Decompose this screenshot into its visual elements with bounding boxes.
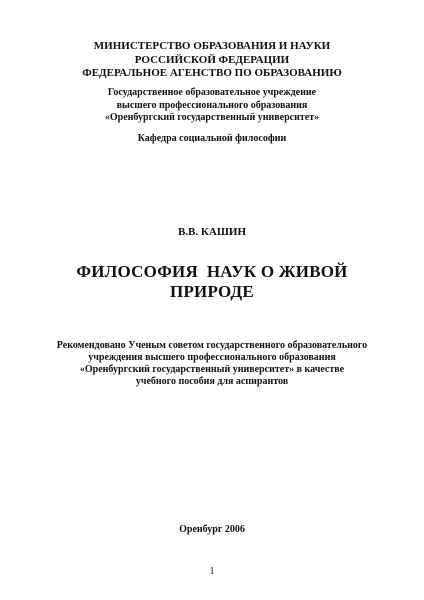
page-number-value: 1 bbox=[209, 566, 215, 577]
book-title bbox=[0, 262, 424, 302]
ministry-line: РОССИЙСКОЙ ФЕДЕРАЦИИ bbox=[134, 53, 290, 66]
recommendation-line: учебного пособия для аспирантов bbox=[135, 376, 289, 387]
title-line: ФИЛОСОФИЯ НАУК О ЖИВОЙ bbox=[76, 262, 348, 281]
author-line: В.В. КАШИН bbox=[177, 226, 247, 238]
institution-line: Государственное образовательное учреждение bbox=[107, 87, 317, 98]
ministry-line: МИНИСТЕРСТВО ОБРАЗОВАНИЯ И НАУКИ bbox=[93, 40, 331, 52]
title-line: ПРИРОДЕ bbox=[170, 282, 254, 301]
recommendation-line: «Оренбургский государственный университет» в качестве bbox=[79, 364, 345, 375]
author-name bbox=[0, 226, 424, 239]
recommendation-line: учреждения высшего профессионального образования bbox=[88, 352, 336, 363]
recommendation-text bbox=[0, 340, 424, 388]
institution-line: «Оренбургский государственный университет» bbox=[104, 112, 320, 123]
institution-line: высшего профессионального образования bbox=[116, 99, 308, 111]
place-year-line: Оренбург 2006 bbox=[179, 524, 245, 535]
department-line: Кафедра социальной философии bbox=[137, 133, 287, 144]
department-name bbox=[0, 133, 424, 145]
recommendation-line: Рекомендовано Ученым советом государственного образовательного bbox=[56, 340, 368, 351]
page-number bbox=[0, 566, 424, 578]
ministry-line: ФЕДЕРАЛЬНОЕ АГЕНСТВО ПО ОБРАЗОВАНИЮ bbox=[82, 67, 342, 79]
institution-header bbox=[0, 87, 424, 125]
ministry-header bbox=[0, 40, 424, 81]
place-year bbox=[0, 524, 424, 536]
